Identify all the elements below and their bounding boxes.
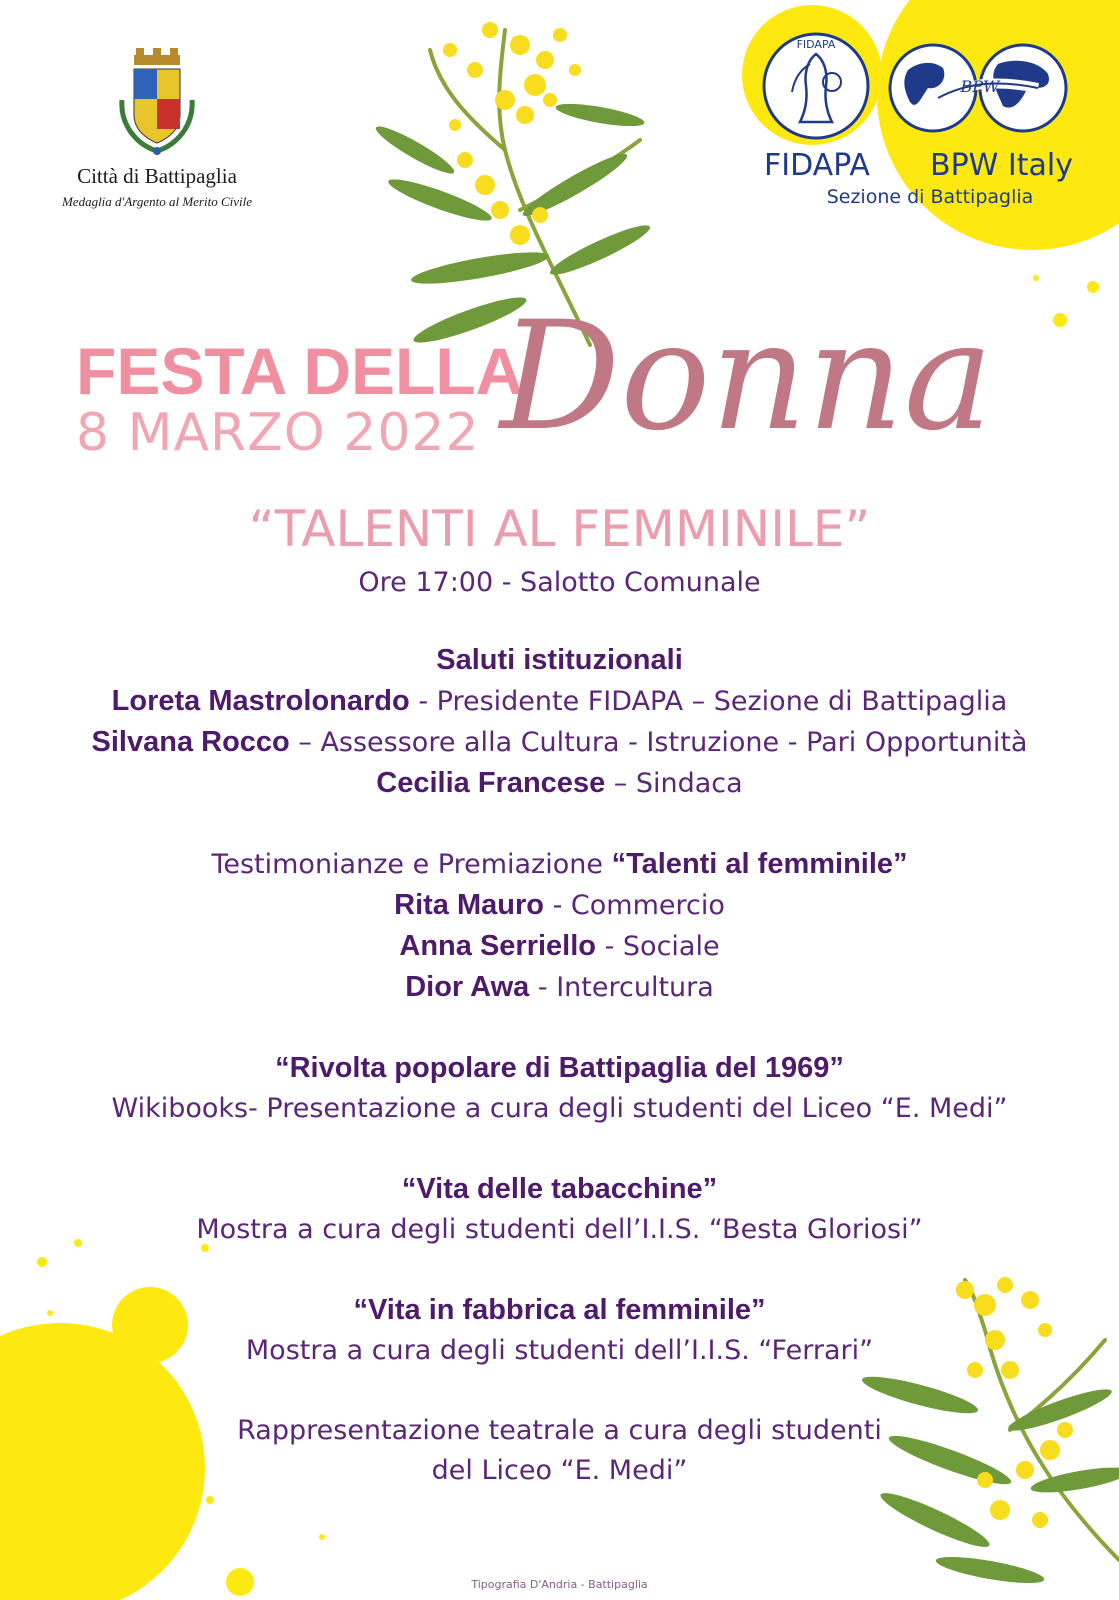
greetings-heading: Saluti istituzionali [436,644,683,676]
item4-line2: del Liceo “E. Medi” [431,1455,688,1486]
item1-title: “Rivolta popolare di Battipaglia del 1969” [275,1052,844,1084]
headline-donna: Donna [500,290,994,464]
city-crest-icon [112,45,202,160]
award-name: Rita Mauro [394,889,544,921]
item4-line1: Rappresentazione teatrale a cura degli studenti [237,1415,882,1446]
award-category: - Intercultura [529,972,714,1003]
award-row [0,967,1119,1008]
greeting-row [0,722,1119,763]
greeting-row [0,763,1119,804]
city-name: Città di Battipaglia [77,164,237,188]
event-title: “TALENTI AL FEMMINILE” [248,500,871,558]
awards-heading [0,844,1119,885]
greeting-row [0,681,1119,722]
award-row [0,926,1119,967]
greeting-name: Cecilia Francese [376,767,606,799]
greeting-role: - Presidente FIDAPA – Sezione di Battipaglia [409,686,1008,717]
greeting-role: – Sindaca [605,768,743,799]
awards-title: “Talenti al femminile” [611,848,908,880]
awards-intro: Testimonianze e Premiazione [211,849,612,880]
bpw-globe-logo-icon [888,40,1068,135]
headline-date: 8 MARZO 2022 [76,403,480,463]
item2-title: “Vita delle tabacchine” [401,1173,718,1205]
event-time-place: Ore 17:00 - Salotto Comunale [358,567,761,598]
fidapa-label: FIDAPA [764,148,870,183]
city-motto: Medaglia d'Argento al Merito Civile [61,194,253,209]
item3-description: Mostra a cura degli studenti dell’I.I.S. “Ferrari” [245,1335,874,1366]
bpw-badge-text: BPW [960,77,1000,96]
footer-printer: Tipografia D'Andria - Battipaglia [471,1578,648,1591]
greeting-name: Loreta Mastrolonardo [111,685,410,717]
fidapa-ring-text: FIDAPA [796,38,836,51]
award-category: - Sociale [596,931,720,962]
fidapa-logo-icon [760,30,872,142]
headline-festa: FESTA DELLA [76,334,524,408]
item1-description: Wikibooks- Presentazione a cura degli studenti del Liceo “E. Medi” [111,1093,1008,1124]
bpw-label: BPW Italy [930,148,1073,183]
award-category: - Commercio [543,890,725,921]
greeting-role: – Assessore alla Cultura - Istruzione - Pari Opportunità [289,727,1028,758]
greeting-name: Silvana Rocco [91,726,290,758]
award-name: Anna Serriello [399,930,597,962]
award-name: Dior Awa [405,971,530,1003]
item3-title: “Vita in fabbrica al femminile” [353,1294,766,1326]
award-row [0,885,1119,926]
item2-description: Mostra a cura degli studenti dell’I.I.S. “Besta Gloriosi” [196,1214,923,1245]
section-label: Sezione di Battipaglia [826,186,1034,208]
program [0,640,1119,1491]
